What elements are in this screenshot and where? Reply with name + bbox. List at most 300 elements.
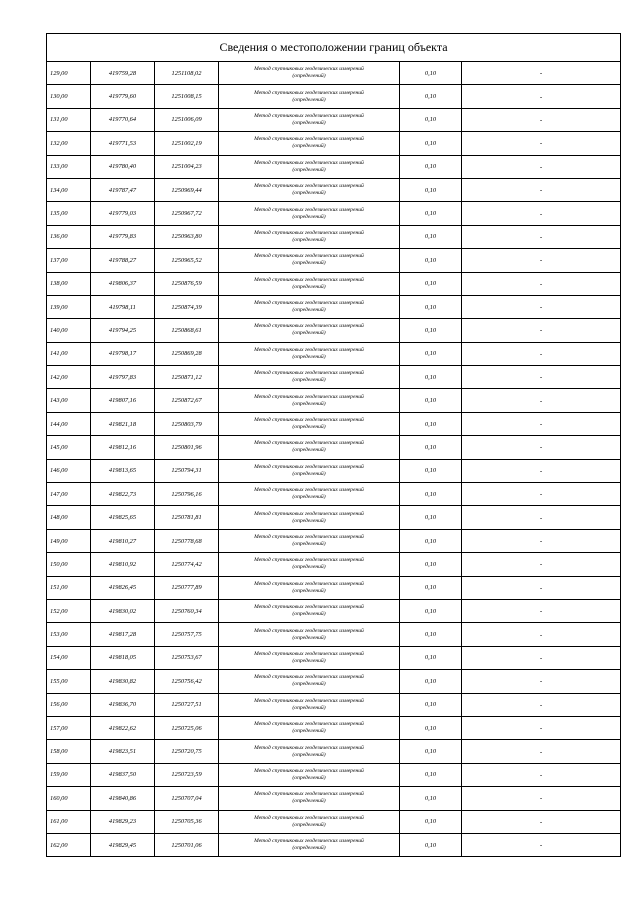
x-coordinate-cell: 419806,37: [91, 272, 155, 295]
method-line-1: Метод спутниковых геодезических измерений: [254, 253, 364, 260]
extra-cell: -: [462, 693, 621, 716]
method-line-1: Метод спутниковых геодезических измерений: [254, 534, 364, 540]
method-line-1: Метод спутниковых геодезических измерений: [254, 323, 364, 330]
method-cell: [219, 787, 400, 810]
y-coordinate-cell: 1251002,19: [155, 132, 219, 155]
point-number-cell: 162,00: [47, 833, 91, 856]
y-coordinate-cell: 1250781,81: [155, 506, 219, 529]
x-coordinate-cell: 419823,51: [91, 740, 155, 763]
method-line-1: Метод спутниковых геодезических измерений: [254, 580, 364, 587]
point-number-cell: 133,00: [47, 155, 91, 178]
y-coordinate-cell: 1250705,36: [155, 810, 219, 833]
y-coordinate-cell: 1250963,80: [155, 225, 219, 248]
table-row: [47, 366, 621, 389]
table-row: [47, 85, 621, 108]
method-cell: [219, 810, 400, 833]
method-cell: [219, 108, 400, 131]
point-number-cell: 129,00: [47, 62, 91, 85]
table-row: [47, 576, 621, 599]
method-line-1: Метод спутниковых геодезических измерений: [254, 229, 364, 236]
table-body: [47, 62, 621, 857]
x-coordinate-cell: 419837,50: [91, 763, 155, 786]
point-number-cell: 152,00: [47, 599, 91, 622]
x-coordinate-cell: 419798,17: [91, 342, 155, 365]
method-line-1: Метод спутниковых геодезических измерений: [254, 697, 364, 704]
x-coordinate-cell: 419840,86: [91, 787, 155, 810]
point-number-cell: 139,00: [47, 295, 91, 318]
method-cell: [219, 389, 400, 412]
x-coordinate-cell: 419825,65: [91, 506, 155, 529]
method-line-2: (определений): [292, 119, 326, 126]
x-coordinate-cell: 419770,64: [91, 108, 155, 131]
table-row: [47, 787, 621, 810]
table-row: [47, 108, 621, 131]
method-cell: [219, 670, 400, 693]
extra-cell: -: [462, 202, 621, 225]
point-number-cell: 151,00: [47, 576, 91, 599]
table-row: [47, 670, 621, 693]
method-line-2: (определений): [292, 517, 326, 524]
accuracy-cell: 0,10: [400, 85, 462, 108]
method-cell: [219, 178, 400, 201]
y-coordinate-cell: 1250868,61: [155, 319, 219, 342]
method-line-2: (определений): [292, 353, 326, 360]
extra-cell: -: [462, 599, 621, 622]
accuracy-cell: 0,10: [400, 202, 462, 225]
extra-cell: -: [462, 108, 621, 131]
extra-cell: -: [462, 412, 621, 435]
y-coordinate-cell: 1250872,67: [155, 389, 219, 412]
method-line-1: Метод спутниковых геодезических измерений: [254, 183, 364, 190]
point-number-cell: 138,00: [47, 272, 91, 295]
method-line-1: Метод спутниковых геодезических измерений: [254, 112, 364, 119]
method-line-2: (определений): [292, 774, 326, 781]
table-row: [47, 716, 621, 739]
method-line-2: (определений): [292, 307, 326, 314]
method-cell: [219, 459, 400, 482]
point-number-cell: 158,00: [47, 740, 91, 763]
point-number-cell: 153,00: [47, 623, 91, 646]
extra-cell: -: [462, 787, 621, 810]
x-coordinate-cell: 419780,40: [91, 155, 155, 178]
x-coordinate-cell: 419779,60: [91, 85, 155, 108]
table-row: [47, 810, 621, 833]
y-coordinate-cell: 1250801,96: [155, 436, 219, 459]
method-cell: [219, 366, 400, 389]
y-coordinate-cell: 1250969,44: [155, 178, 219, 201]
accuracy-cell: 0,10: [400, 412, 462, 435]
method-line-2: (определений): [292, 143, 326, 150]
x-coordinate-cell: 419830,02: [91, 599, 155, 622]
x-coordinate-cell: 419829,45: [91, 833, 155, 856]
accuracy-cell: 0,10: [400, 716, 462, 739]
accuracy-cell: 0,10: [400, 62, 462, 85]
method-cell: [219, 412, 400, 435]
x-coordinate-cell: 419836,70: [91, 693, 155, 716]
point-number-cell: 142,00: [47, 366, 91, 389]
method-line-2: (определений): [292, 190, 326, 197]
method-line-1: Метод спутниковых геодезических измерений: [254, 159, 364, 166]
point-number-cell: 143,00: [47, 389, 91, 412]
method-line-1: Метод спутниковых геодезических измерений: [254, 370, 364, 377]
method-cell: [219, 85, 400, 108]
method-line-1: Метод спутниковых геодезических измерений: [254, 604, 364, 611]
extra-cell: -: [462, 295, 621, 318]
method-line-1: Метод спутниковых геодезических измерений: [254, 393, 364, 400]
point-number-cell: 146,00: [47, 459, 91, 482]
method-cell: [219, 483, 400, 506]
accuracy-cell: 0,10: [400, 506, 462, 529]
extra-cell: -: [462, 225, 621, 248]
y-coordinate-cell: 1250869,28: [155, 342, 219, 365]
table-row: [47, 412, 621, 435]
table-row: [47, 646, 621, 669]
method-cell: [219, 225, 400, 248]
extra-cell: -: [462, 646, 621, 669]
point-number-cell: 136,00: [47, 225, 91, 248]
table-row: [47, 740, 621, 763]
method-cell: [219, 155, 400, 178]
accuracy-cell: 0,10: [400, 108, 462, 131]
table-row: [47, 342, 621, 365]
x-coordinate-cell: 419771,53: [91, 132, 155, 155]
x-coordinate-cell: 419821,18: [91, 412, 155, 435]
table-row: [47, 483, 621, 506]
method-cell: [219, 529, 400, 552]
point-number-cell: 160,00: [47, 787, 91, 810]
method-line-1: Метод спутниковых геодезических измерений: [254, 650, 364, 657]
method-line-2: (определений): [292, 587, 326, 594]
x-coordinate-cell: 419807,16: [91, 389, 155, 412]
y-coordinate-cell: 1250876,59: [155, 272, 219, 295]
accuracy-cell: 0,10: [400, 483, 462, 506]
table-row: [47, 225, 621, 248]
point-number-cell: 157,00: [47, 716, 91, 739]
x-coordinate-cell: 419787,47: [91, 178, 155, 201]
accuracy-cell: 0,10: [400, 366, 462, 389]
extra-cell: -: [462, 763, 621, 786]
method-cell: [219, 202, 400, 225]
extra-cell: -: [462, 436, 621, 459]
table-row: [47, 623, 621, 646]
point-number-cell: 144,00: [47, 412, 91, 435]
accuracy-cell: 0,10: [400, 155, 462, 178]
y-coordinate-cell: 1250701,06: [155, 833, 219, 856]
x-coordinate-cell: 419826,45: [91, 576, 155, 599]
accuracy-cell: 0,10: [400, 436, 462, 459]
x-coordinate-cell: 419810,92: [91, 553, 155, 576]
method-cell: [219, 740, 400, 763]
extra-cell: -: [462, 366, 621, 389]
point-number-cell: 130,00: [47, 85, 91, 108]
table-row: [47, 155, 621, 178]
method-cell: [219, 506, 400, 529]
point-number-cell: 149,00: [47, 529, 91, 552]
table-row: [47, 202, 621, 225]
method-line-2: (определений): [292, 821, 326, 828]
x-coordinate-cell: 419779,83: [91, 225, 155, 248]
x-coordinate-cell: 419822,73: [91, 483, 155, 506]
table-row: [47, 132, 621, 155]
table-row: [47, 178, 621, 201]
accuracy-cell: 0,10: [400, 810, 462, 833]
table-row: [47, 599, 621, 622]
method-line-1: Метод спутниковых геодезических измерений: [254, 66, 364, 73]
method-line-1: Метод спутниковых геодезических измерений: [254, 721, 364, 728]
point-number-cell: 134,00: [47, 178, 91, 201]
table-row: [47, 62, 621, 85]
method-cell: [219, 553, 400, 576]
extra-cell: -: [462, 553, 621, 576]
method-line-2: (определений): [292, 845, 326, 852]
accuracy-cell: 0,10: [400, 763, 462, 786]
method-cell: [219, 576, 400, 599]
method-line-1: Метод спутниковых геодезических измерений: [254, 276, 364, 283]
method-line-1: Метод спутниковых геодезических измерений: [254, 300, 364, 307]
point-number-cell: 159,00: [47, 763, 91, 786]
method-cell: [219, 319, 400, 342]
method-line-2: (определений): [292, 400, 326, 407]
accuracy-cell: 0,10: [400, 272, 462, 295]
method-cell: [219, 833, 400, 856]
method-cell: [219, 62, 400, 85]
method-line-1: Метод спутниковых геодезических измерений: [254, 791, 364, 798]
boundaries-table: [46, 33, 621, 857]
accuracy-cell: 0,10: [400, 576, 462, 599]
method-line-2: (определений): [292, 236, 326, 243]
x-coordinate-cell: 419797,83: [91, 366, 155, 389]
accuracy-cell: 0,10: [400, 319, 462, 342]
method-line-2: (определений): [292, 470, 326, 477]
method-line-2: (определений): [292, 283, 326, 290]
x-coordinate-cell: 419817,28: [91, 623, 155, 646]
point-number-cell: 161,00: [47, 810, 91, 833]
method-line-2: (определений): [292, 704, 326, 711]
y-coordinate-cell: 1250725,06: [155, 716, 219, 739]
point-number-cell: 132,00: [47, 132, 91, 155]
method-line-2: (определений): [292, 377, 326, 384]
method-line-2: (определений): [292, 166, 326, 173]
method-cell: [219, 693, 400, 716]
method-line-1: Метод спутниковых геодезических измерений: [254, 206, 364, 213]
x-coordinate-cell: 419830,82: [91, 670, 155, 693]
table-row: [47, 249, 621, 272]
method-line-1: Метод спутниковых геодезических измерений: [254, 838, 364, 845]
method-cell: [219, 342, 400, 365]
extra-cell: -: [462, 85, 621, 108]
extra-cell: -: [462, 319, 621, 342]
method-line-2: (определений): [292, 73, 326, 80]
method-line-1: Метод спутниковых геодезических измерений: [254, 89, 364, 96]
x-coordinate-cell: 419813,65: [91, 459, 155, 482]
extra-cell: -: [462, 670, 621, 693]
y-coordinate-cell: 1250707,04: [155, 787, 219, 810]
method-line-2: (определений): [292, 657, 326, 664]
method-line-2: (определений): [292, 634, 326, 641]
x-coordinate-cell: 419822,62: [91, 716, 155, 739]
x-coordinate-cell: 419798,11: [91, 295, 155, 318]
method-cell: [219, 272, 400, 295]
point-number-cell: 141,00: [47, 342, 91, 365]
accuracy-cell: 0,10: [400, 740, 462, 763]
y-coordinate-cell: 1250796,16: [155, 483, 219, 506]
y-coordinate-cell: 1250723,59: [155, 763, 219, 786]
accuracy-cell: 0,10: [400, 529, 462, 552]
extra-cell: -: [462, 506, 621, 529]
table-row: [47, 763, 621, 786]
method-line-2: (определений): [292, 330, 326, 337]
y-coordinate-cell: 1251108,02: [155, 62, 219, 85]
extra-cell: -: [462, 810, 621, 833]
x-coordinate-cell: 419829,23: [91, 810, 155, 833]
y-coordinate-cell: 1250874,39: [155, 295, 219, 318]
accuracy-cell: 0,10: [400, 389, 462, 412]
method-cell: [219, 132, 400, 155]
y-coordinate-cell: 1250760,34: [155, 599, 219, 622]
accuracy-cell: 0,10: [400, 623, 462, 646]
x-coordinate-cell: 419794,25: [91, 319, 155, 342]
accuracy-cell: 0,10: [400, 178, 462, 201]
table-row: [47, 529, 621, 552]
point-number-cell: 131,00: [47, 108, 91, 131]
extra-cell: -: [462, 132, 621, 155]
y-coordinate-cell: 1250803,79: [155, 412, 219, 435]
extra-cell: -: [462, 249, 621, 272]
y-coordinate-cell: 1250871,12: [155, 366, 219, 389]
accuracy-cell: 0,10: [400, 132, 462, 155]
accuracy-cell: 0,10: [400, 693, 462, 716]
method-cell: [219, 436, 400, 459]
y-coordinate-cell: 1250777,89: [155, 576, 219, 599]
y-coordinate-cell: 1250774,42: [155, 553, 219, 576]
method-line-2: (определений): [292, 564, 326, 571]
table-title-row: [47, 34, 621, 62]
table-row: [47, 295, 621, 318]
method-line-1: Метод спутниковых геодезических измерений: [254, 417, 364, 424]
accuracy-cell: 0,10: [400, 599, 462, 622]
table-row: [47, 319, 621, 342]
method-line-1: Метод спутниковых геодезических измерений: [254, 510, 364, 517]
y-coordinate-cell: 1250727,51: [155, 693, 219, 716]
extra-cell: -: [462, 155, 621, 178]
table-row: [47, 389, 621, 412]
accuracy-cell: 0,10: [400, 553, 462, 576]
method-line-1: Метод спутниковых геодезических измерений: [254, 814, 364, 821]
method-line-2: (определений): [292, 260, 326, 267]
method-line-1: Метод спутниковых геодезических измерений: [254, 557, 364, 564]
method-line-2: (определений): [292, 798, 326, 805]
accuracy-cell: 0,10: [400, 342, 462, 365]
method-line-2: (определений): [292, 751, 326, 758]
point-number-cell: 155,00: [47, 670, 91, 693]
method-cell: [219, 646, 400, 669]
method-cell: [219, 763, 400, 786]
table-row: [47, 506, 621, 529]
extra-cell: -: [462, 62, 621, 85]
accuracy-cell: 0,10: [400, 787, 462, 810]
extra-cell: -: [462, 576, 621, 599]
accuracy-cell: 0,10: [400, 225, 462, 248]
table-row: [47, 272, 621, 295]
y-coordinate-cell: 1250794,31: [155, 459, 219, 482]
x-coordinate-cell: 419779,03: [91, 202, 155, 225]
method-line-1: Метод спутниковых геодезических измерений: [254, 767, 364, 774]
y-coordinate-cell: 1251006,09: [155, 108, 219, 131]
method-line-1: Метод спутниковых геодезических измерений: [254, 487, 364, 494]
point-number-cell: 145,00: [47, 436, 91, 459]
method-line-2: (определений): [292, 541, 326, 547]
point-number-cell: 135,00: [47, 202, 91, 225]
extra-cell: -: [462, 272, 621, 295]
y-coordinate-cell: 1250756,42: [155, 670, 219, 693]
accuracy-cell: 0,10: [400, 670, 462, 693]
accuracy-cell: 0,10: [400, 646, 462, 669]
y-coordinate-cell: 1250757,75: [155, 623, 219, 646]
extra-cell: -: [462, 623, 621, 646]
y-coordinate-cell: 1250753,67: [155, 646, 219, 669]
table-row: [47, 553, 621, 576]
x-coordinate-cell: 419788,27: [91, 249, 155, 272]
accuracy-cell: 0,10: [400, 459, 462, 482]
method-line-2: (определений): [292, 611, 326, 618]
table-row: [47, 833, 621, 856]
x-coordinate-cell: 419818,05: [91, 646, 155, 669]
method-line-1: Метод спутниковых геодезических измерений: [254, 440, 364, 447]
extra-cell: -: [462, 342, 621, 365]
y-coordinate-cell: 1250967,72: [155, 202, 219, 225]
point-number-cell: 154,00: [47, 646, 91, 669]
method-cell: [219, 249, 400, 272]
accuracy-cell: 0,10: [400, 833, 462, 856]
method-line-1: Метод спутниковых геодезических измерений: [254, 346, 364, 353]
extra-cell: -: [462, 389, 621, 412]
point-number-cell: 140,00: [47, 319, 91, 342]
extra-cell: -: [462, 740, 621, 763]
extra-cell: -: [462, 483, 621, 506]
extra-cell: -: [462, 178, 621, 201]
method-line-1: Метод спутниковых геодезических измерений: [254, 463, 364, 470]
table-row: [47, 459, 621, 482]
method-line-1: Метод спутниковых геодезических измерений: [254, 627, 364, 634]
extra-cell: -: [462, 459, 621, 482]
extra-cell: -: [462, 833, 621, 856]
method-cell: [219, 599, 400, 622]
x-coordinate-cell: 419810,27: [91, 529, 155, 552]
table-title: Сведения о местоположении границ объекта: [47, 34, 621, 62]
method-line-1: Метод спутниковых геодезических измерений: [254, 744, 364, 751]
table-row: [47, 693, 621, 716]
extra-cell: -: [462, 529, 621, 552]
accuracy-cell: 0,10: [400, 295, 462, 318]
x-coordinate-cell: 419812,16: [91, 436, 155, 459]
y-coordinate-cell: 1250720,75: [155, 740, 219, 763]
accuracy-cell: 0,10: [400, 249, 462, 272]
y-coordinate-cell: 1250778,68: [155, 529, 219, 552]
y-coordinate-cell: 1251008,15: [155, 85, 219, 108]
point-number-cell: 150,00: [47, 553, 91, 576]
method-cell: [219, 716, 400, 739]
point-number-cell: 147,00: [47, 483, 91, 506]
method-line-2: (определений): [292, 447, 326, 454]
method-line-2: (определений): [292, 681, 326, 688]
method-line-2: (определений): [292, 728, 326, 735]
extra-cell: -: [462, 716, 621, 739]
method-line-1: Метод спутниковых геодезических измерений: [254, 674, 364, 681]
table-row: [47, 436, 621, 459]
method-cell: [219, 623, 400, 646]
method-line-2: (определений): [292, 213, 326, 220]
method-line-2: (определений): [292, 424, 326, 431]
